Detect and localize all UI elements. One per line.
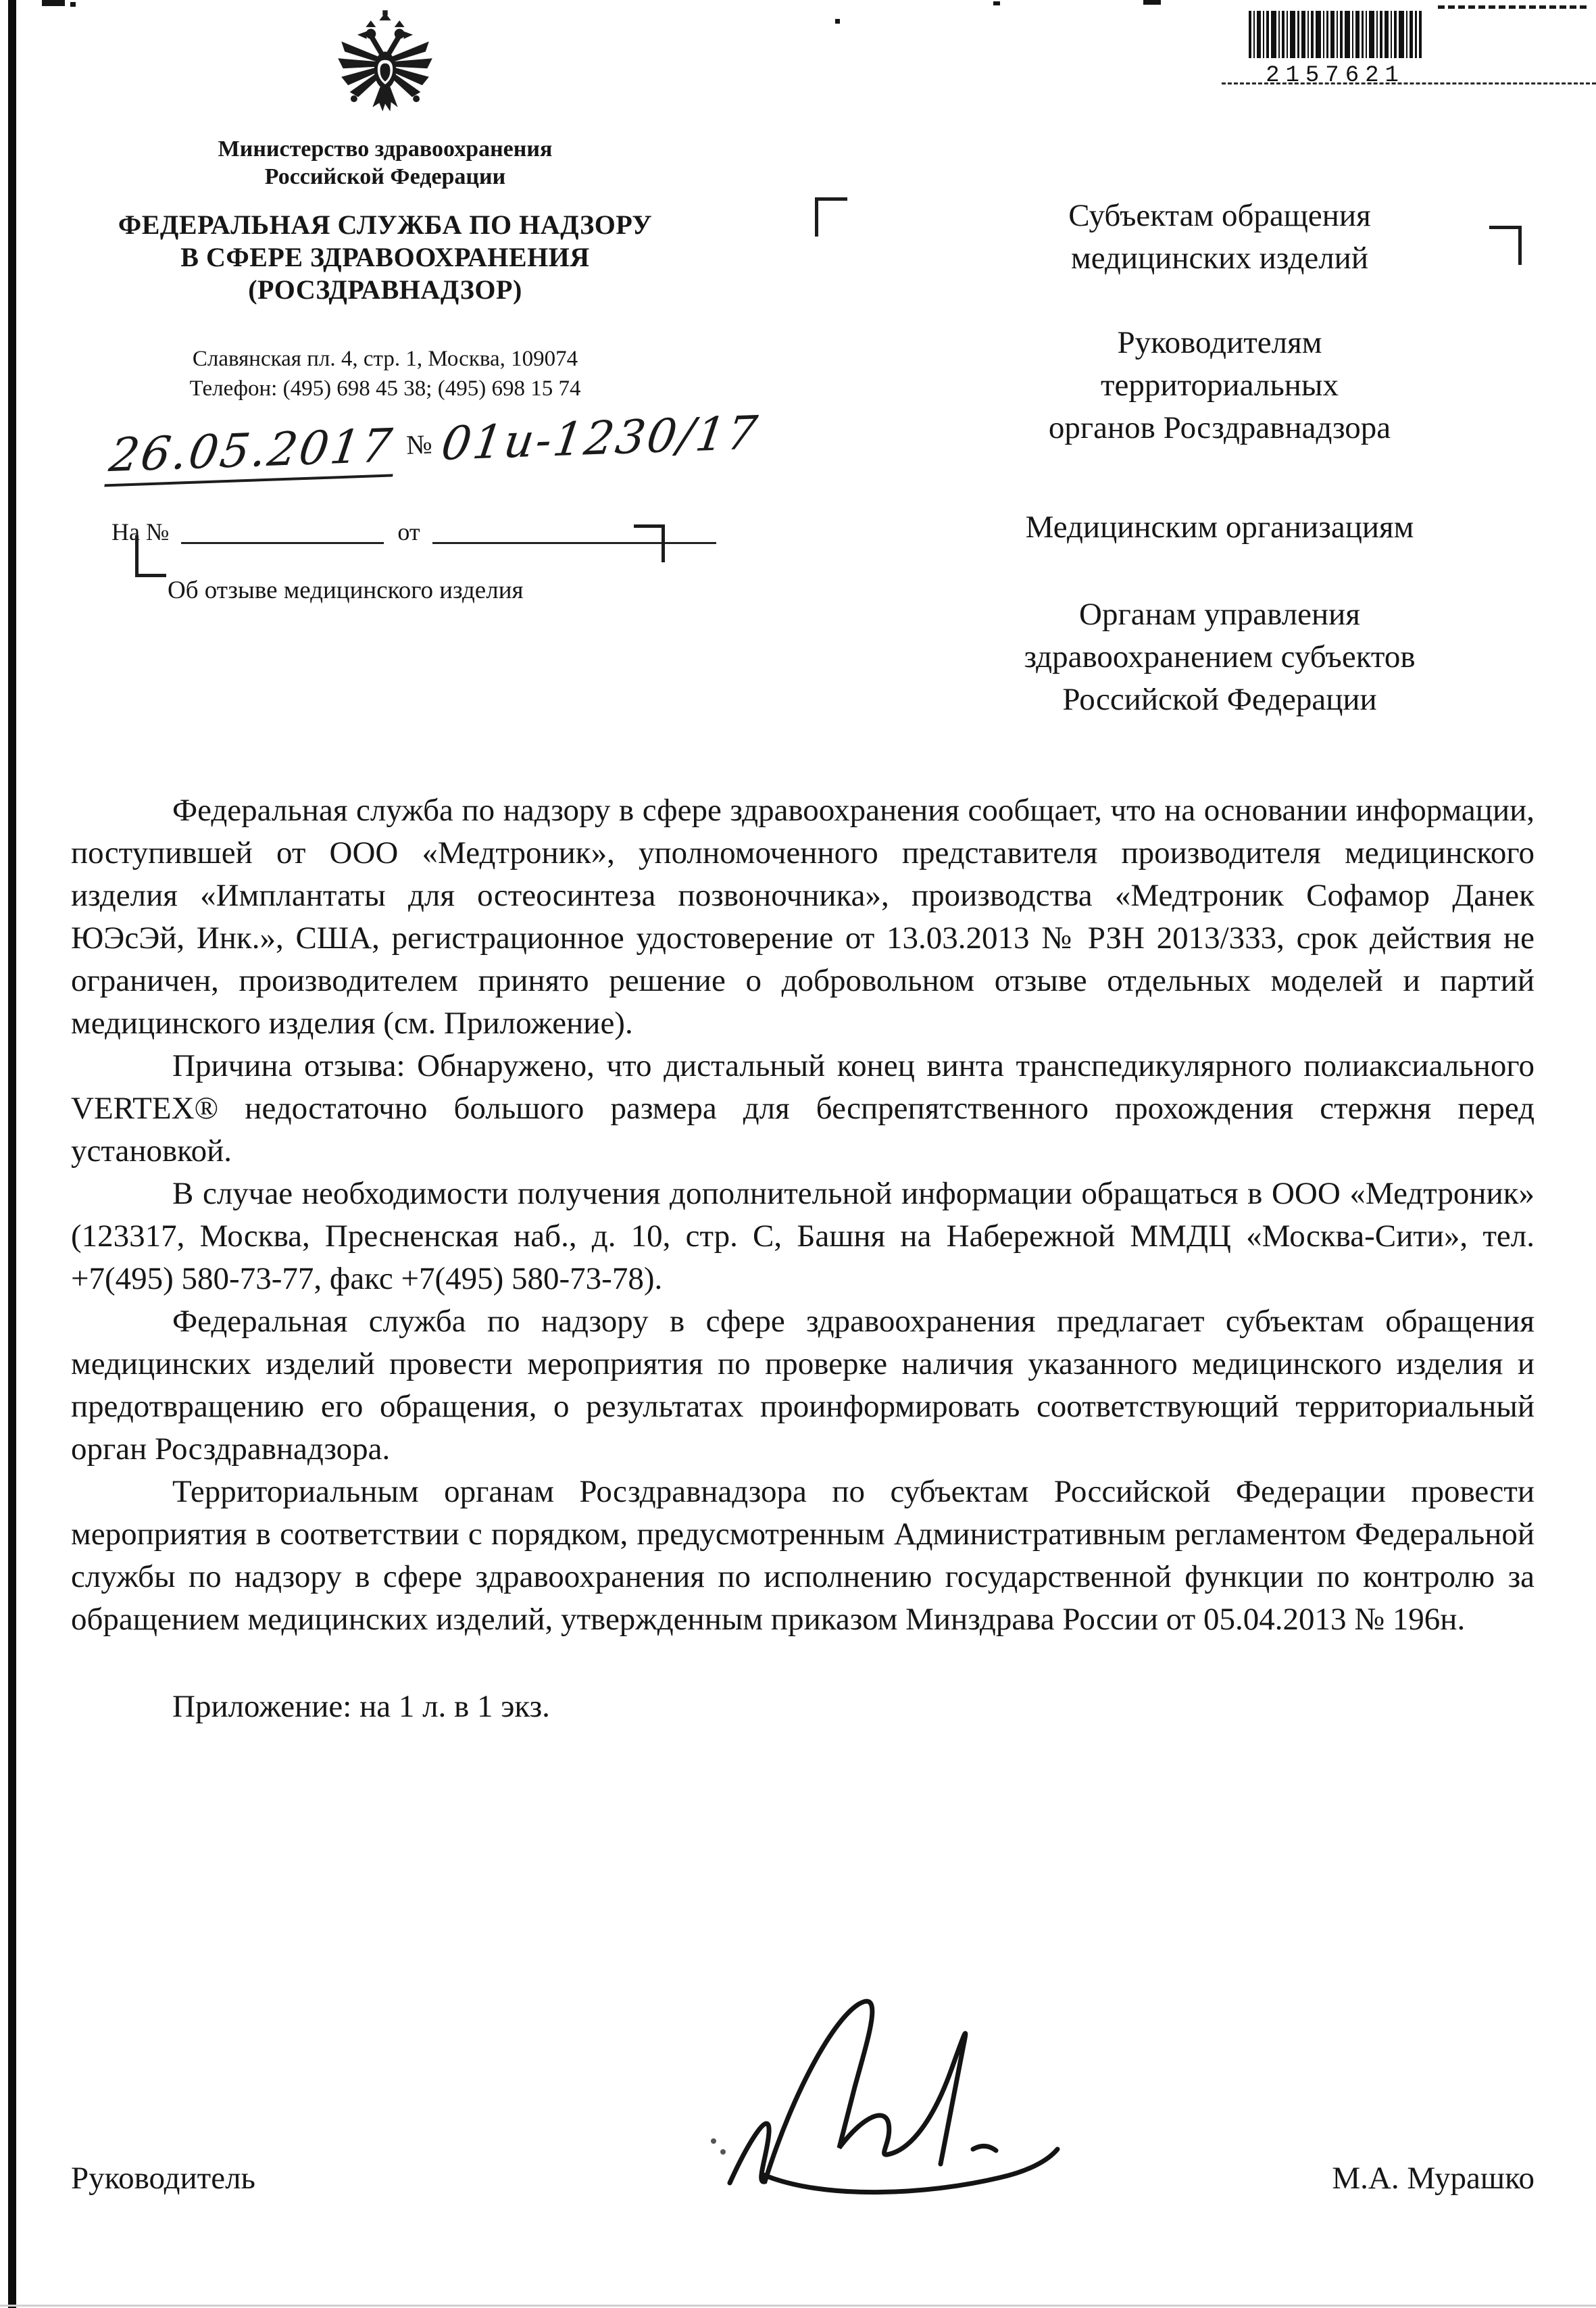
attachment-note: Приложение: на 1 л. в 1 экз. [172, 1689, 550, 1724]
recipient-line: Медицинским организациям [1025, 509, 1414, 545]
recipient-group [899, 322, 1541, 449]
recipient-line: территориальных [1100, 367, 1339, 403]
scan-edge-line [8, 0, 16, 2308]
scan-artifact [1438, 5, 1587, 9]
agency-name-line: (РОСЗДРАВНАДЗОР) [248, 274, 522, 305]
agency-phone: Телефон: (495) 698 45 38; (495) 698 15 74 [189, 376, 581, 401]
coat-of-arms-eagle [334, 9, 436, 126]
subject-corner-mark [135, 535, 166, 577]
agency-name-line: В СФЕРЕ ЗДРАВООХРАНЕНИЯ [180, 241, 590, 272]
scan-artifact [70, 2, 76, 7]
recipient-line: Руководителям [1117, 324, 1322, 360]
recipient-group [899, 593, 1541, 721]
signature-stroke [682, 1980, 1115, 2224]
scan-artifact [835, 19, 840, 24]
signer-position: Руководитель [71, 2161, 255, 2196]
ministry-name-line: Министерство здравоохранения [218, 137, 553, 162]
incoming-number-blank [181, 521, 384, 544]
handwritten-date: 26.05.2017 [104, 419, 401, 487]
body-paragraph: В случае необходимости получения дополнительной информации обращаться в ООО «Медтроник» (123317, Москва, Пресненская наб., д. 10, стр. С, Башня на Набережной ММДЦ «Москва-Сити», тел. +7(495) 580-73-77, факс +7(495) 580-73-78). [71, 1176, 1535, 1296]
recipient-line: Субъектам обращения [1068, 198, 1371, 233]
scan-artifact [993, 1, 1000, 5]
barcode-icon [1249, 11, 1422, 58]
na-no-label: На № [111, 518, 170, 545]
scan-artifact [0, 2305, 1596, 2307]
recipients-block [899, 195, 1541, 763]
barcode-number: 2157621 [1266, 63, 1405, 89]
subject-corner-mark [634, 524, 665, 562]
body-paragraph: Федеральная служба по надзору в сфере здравоохранения предлагает субъектам обращения медицинских изделий провести мероприятия по проверке наличия указанного медицинского изделия и предотвращению его обращения, о результатах проинформировать соответствующий территориальный орган Росздравнадзора. [71, 1304, 1535, 1467]
recipient-line: здравоохранением субъектов [1024, 639, 1416, 674]
body-paragraph: Федеральная служба по надзору в сфере здравоохранения сообщает, что на основании информации, поступившей от ООО «Медтроник», уполномоченного представителя производителя медицинского изделия «Имплантаты для остеосинтеза позвоночника», производства «Медтроник Софамор Данек ЮЭсЭй, Инк.», США, регистрационное удостоверение от 13.03.2013 № РЗН 2013/333, срок действия не ограничен, производителем принято решение о добровольном отзыве отдельных моделей и партий медицинского изделия (см. Приложение). [71, 793, 1535, 1041]
body-paragraph: Территориальным органам Росздравнадзора по субъектам Российской Федерации провести мероприятия в соответствии с порядком, предусмотренным Административным регламентом Федеральной службы по надзору в сфере здравоохранения по исполнению государственной функции по контролю за обращением медицинских изделий, утвержденным приказом Минздрава России от 05.04.2013 № 196н. [71, 1474, 1535, 1637]
signer-name: М.А. Мурашко [1332, 2161, 1535, 2196]
recipient-group [899, 506, 1541, 549]
recipient-line: органов Росздравнадзора [1048, 410, 1391, 445]
number-sign: № [405, 428, 433, 460]
incoming-reference [111, 518, 716, 546]
letter-body [71, 789, 1535, 1728]
incoming-date-blank [432, 521, 716, 544]
recipient-line: Органам управления [1079, 596, 1360, 632]
recipient-line: Российской Федерации [1062, 681, 1377, 717]
outgoing-reference [107, 406, 771, 487]
recipient-corner-mark [815, 197, 847, 237]
handwritten-number: 01и-1230/17 [437, 406, 762, 472]
scan-artifact [1143, 0, 1161, 5]
agency-name-line: ФЕДЕРАЛЬНАЯ СЛУЖБА ПО НАДЗОРУ [118, 209, 653, 240]
agency-address: Славянская пл. 4, стр. 1, Москва, 109074 [192, 346, 578, 371]
letter-subject: Об отзыве медицинского изделия [168, 576, 524, 604]
recipient-line: медицинских изделий [1070, 240, 1368, 276]
ot-label: от [397, 518, 420, 545]
letterhead [101, 9, 669, 404]
ministry-name-line: Российской Федерации [264, 164, 506, 190]
recipient-group [899, 195, 1541, 280]
registration-barcode [1249, 11, 1422, 89]
body-paragraph: Причина отзыва: Обнаружено, что дистальный конец винта транспедикулярного полиаксиального VERTEX® недостаточно большого размера для беспрепятственного прохождения стержня перед установкой. [71, 1048, 1535, 1169]
scan-artifact [42, 0, 65, 6]
